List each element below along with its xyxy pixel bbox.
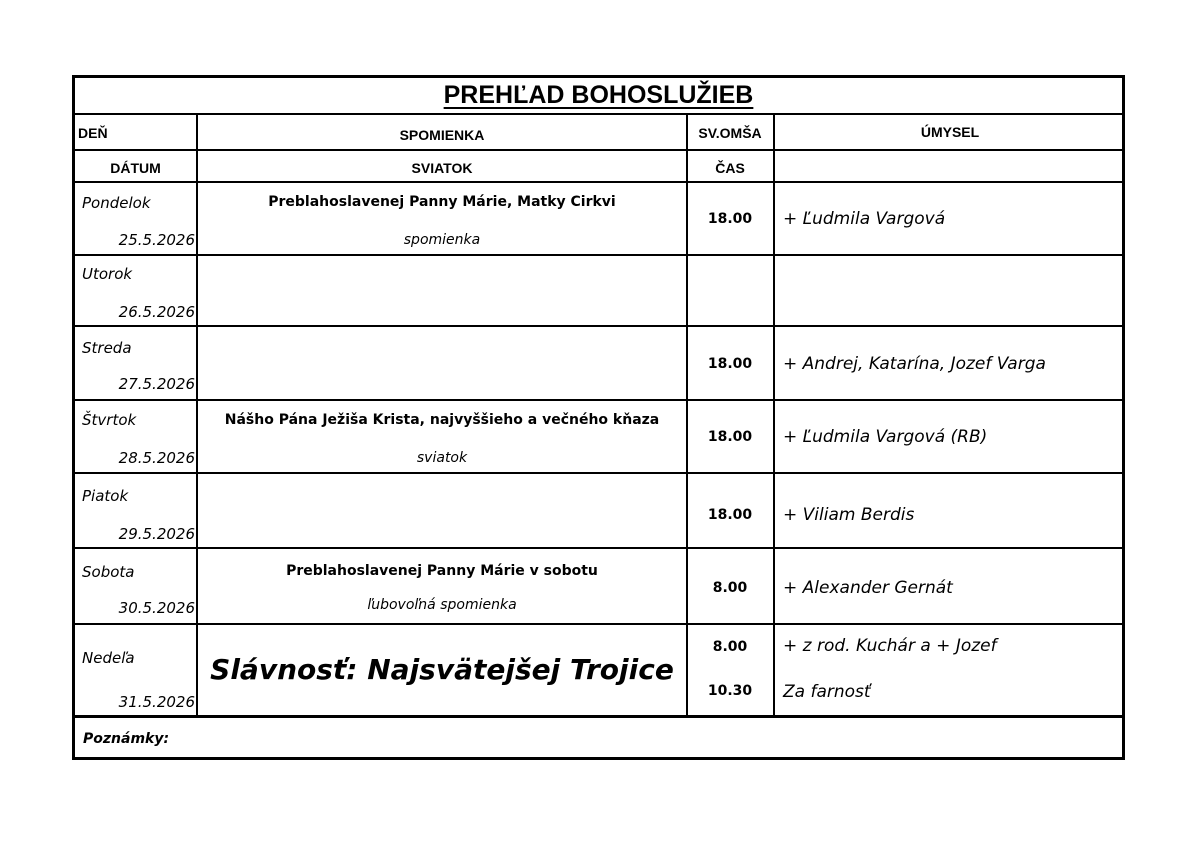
feast-rank: sviatok bbox=[416, 450, 468, 466]
feast-name: Slávnosť: Najsvätejšej Trojice bbox=[210, 653, 674, 686]
row-divider bbox=[75, 149, 1122, 151]
mass-time: 18.00 bbox=[707, 429, 753, 445]
row-divider bbox=[75, 547, 1122, 549]
row-divider bbox=[75, 254, 1122, 256]
mass-intention: + Alexander Gernát bbox=[783, 578, 953, 598]
feast-name: Preblahoslavenej Panny Márie v sobotu bbox=[286, 563, 598, 579]
page-title: PREHĽAD BOHOSLUŽIEB bbox=[443, 81, 754, 109]
col-divider bbox=[773, 114, 775, 716]
mass-time-2: 10.30 bbox=[707, 683, 753, 699]
feast-rank: spomienka bbox=[403, 232, 481, 248]
mass-intention: + Andrej, Katarína, Jozef Varga bbox=[783, 354, 1046, 374]
day-date: 26.5.2026 bbox=[118, 303, 195, 321]
schedule-table bbox=[72, 75, 1125, 760]
feast-name: Preblahoslavenej Panny Márie, Matky Cirkvi bbox=[268, 194, 616, 210]
header-sv-omsa: SV.OMŠA bbox=[698, 125, 762, 141]
day-name: Streda bbox=[82, 339, 132, 357]
mass-time: 18.00 bbox=[707, 356, 753, 372]
mass-time: 8.00 bbox=[712, 580, 748, 596]
mass-time: 18.00 bbox=[707, 211, 753, 227]
day-name: Pondelok bbox=[82, 194, 151, 212]
feast-name: Nášho Pána Ježiša Krista, najvyššieho a večného kňaza bbox=[224, 412, 660, 428]
day-date: 27.5.2026 bbox=[118, 375, 195, 393]
mass-intention: + z rod. Kuchár a + Jozef bbox=[783, 636, 997, 656]
header-sviatok: SVIATOK bbox=[411, 160, 473, 176]
mass-time: 18.00 bbox=[707, 507, 753, 523]
day-date: 29.5.2026 bbox=[118, 525, 195, 543]
day-name: Piatok bbox=[82, 487, 129, 505]
header-datum: DÁTUM bbox=[110, 160, 161, 176]
header-cas: ČAS bbox=[715, 160, 745, 176]
mass-intention: + Viliam Berdis bbox=[783, 505, 915, 525]
mass-intention: + Ľudmila Vargová bbox=[783, 209, 946, 229]
row-divider bbox=[75, 472, 1122, 474]
row-divider bbox=[75, 181, 1122, 183]
day-name: Nedeľa bbox=[82, 649, 135, 667]
header-umysel: ÚMYSEL bbox=[920, 124, 980, 140]
row-divider bbox=[75, 113, 1122, 115]
day-name: Utorok bbox=[82, 265, 133, 283]
day-name: Sobota bbox=[82, 563, 135, 581]
col-divider bbox=[686, 114, 688, 716]
feast-rank: ľubovoľná spomienka bbox=[367, 597, 517, 613]
row-divider bbox=[75, 325, 1122, 327]
day-date: 31.5.2026 bbox=[118, 693, 195, 711]
row-divider bbox=[75, 623, 1122, 625]
header-den: DEŇ bbox=[78, 125, 108, 141]
mass-intention: + Ľudmila Vargová (RB) bbox=[783, 427, 988, 447]
row-divider bbox=[75, 399, 1122, 401]
notes-label: Poznámky: bbox=[83, 731, 170, 747]
header-spomienka: SPOMIENKA bbox=[399, 127, 485, 143]
mass-intention-2: Za farnosť bbox=[783, 682, 871, 702]
day-date: 30.5.2026 bbox=[118, 599, 195, 617]
day-date: 28.5.2026 bbox=[118, 449, 195, 467]
mass-time: 8.00 bbox=[712, 639, 748, 655]
day-name: Štvrtok bbox=[82, 411, 137, 429]
row-divider bbox=[75, 715, 1122, 718]
day-date: 25.5.2026 bbox=[118, 231, 195, 249]
